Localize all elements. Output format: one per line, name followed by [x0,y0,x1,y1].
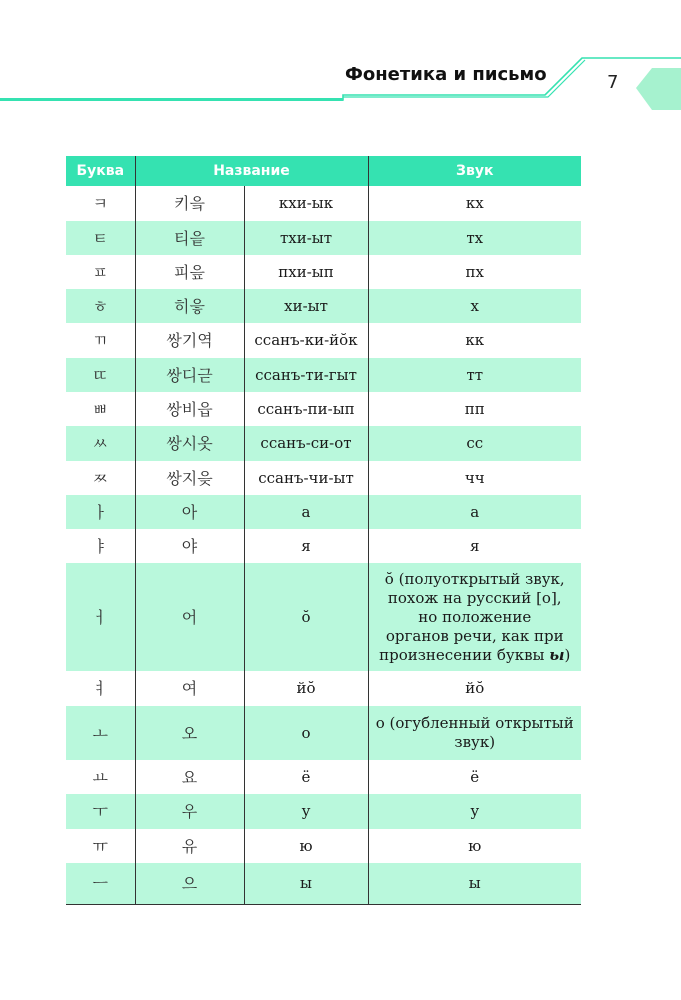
table-row [66,529,581,563]
hangul-name-cell: 유 [135,829,244,863]
table-row [66,221,581,255]
letter-cell: ㅛ [92,767,108,787]
sound-cell [368,563,581,671]
russian-name-cell: кхи-ык [244,186,368,221]
russian-name-cell: ю [244,829,368,863]
header-rule-line [0,58,681,100]
sound-cell: тх [368,221,581,255]
sound-cell: ё [368,760,581,794]
sound-cell: кк [368,323,581,358]
sound-line-emphasis: ы [549,645,565,664]
hangul-name-cell: 피읖 [135,255,244,289]
letter-cell: ㅕ [92,679,108,698]
section-title: Фонетика и письмо [345,64,547,85]
sound-cell: а [368,495,581,529]
russian-name-cell: а [244,495,368,529]
letter-cell: ㄸ [66,358,135,392]
russian-name-cell: ссанъ-си-от [244,426,368,461]
sound-line: звук) [454,733,496,751]
hangul-name-cell: 야 [135,529,244,563]
sound-line-text: произнесении буквы [379,645,550,664]
table-row [66,186,581,221]
letter-cell: ㅃ [92,399,108,419]
table-row [66,495,581,529]
russian-name-cell: тхи-ыт [244,221,368,255]
hangul-name-cell: 오 [135,706,244,760]
table-row [66,392,581,426]
sound-cell: я [368,529,581,563]
hangul-name-cell: 으 [135,863,244,904]
sound-cell: ы [368,863,581,904]
sound-cell: пх [368,255,581,289]
alphabet-table [66,156,581,905]
russian-name-cell: ссанъ-пи-ып [244,392,368,426]
table-row [66,255,581,289]
sound-line: похож на русский [о], [387,588,562,607]
sound-cell: чч [368,461,581,495]
hangul-name-cell: 키읔 [135,186,244,221]
letter-cell: ㅉ [92,468,108,488]
hangul-name-cell: 요 [135,760,244,794]
table-header-row [66,156,581,186]
hangul-name-cell: 우 [135,794,244,829]
hangul-name-cell: 히읗 [135,289,244,323]
russian-name-cell: у [244,794,368,829]
sound-cell: тт [368,358,581,392]
table-row [66,671,581,706]
sound-line-suffix: ) [564,645,571,664]
hangul-name-cell: 쌍지읒 [135,461,244,495]
letter-cell: ㅌ [66,221,135,255]
header-rule-thick [0,98,343,101]
letter-cell: ㅏ [66,495,135,529]
table-row [66,563,581,671]
hangul-name-cell: 쌍비읍 [135,392,244,426]
hangul-name-cell: 쌍기역 [135,323,244,358]
russian-name-cell: о [244,706,368,760]
sound-cell: ю [368,829,581,863]
sound-line: о (огубленный открытый [375,714,574,732]
table-row [66,426,581,461]
column-header-name: Название [135,156,368,186]
russian-name-cell: ŏ [244,563,368,671]
russian-name-cell: ы [244,863,368,904]
hangul-name-cell: 아 [135,495,244,529]
hangul-name-cell: 티읕 [135,221,244,255]
letter-cell: ㅎ [66,289,135,323]
table-row [66,461,581,495]
column-header-sound: Звук [368,156,581,186]
letter-cell: ㅜ [66,794,135,829]
table-row [66,358,581,392]
hangul-name-cell: 여 [135,671,244,706]
table-row [66,829,581,863]
sound-cell: пп [368,392,581,426]
table-row [66,760,581,794]
letter-cell: ㅆ [66,426,135,461]
sound-cell: сс [368,426,581,461]
table-row [66,706,581,760]
russian-name-cell: ссанъ-чи-ыт [244,461,368,495]
letter-cell: ㅠ [92,836,108,856]
russian-name-cell: хи-ыт [244,289,368,323]
sound-cell: кх [368,186,581,221]
header-tab-shape [636,68,681,110]
letter-cell: ㅡ [66,863,135,904]
hangul-name-cell: 어 [135,563,244,671]
sound-cell [368,706,581,760]
russian-name-cell: ссанъ-ти-гыт [244,358,368,392]
sound-line: ŏ (полуоткрытый звук, [384,569,565,588]
letter-cell: ㅍ [92,262,108,282]
russian-name-cell: ё [244,760,368,794]
sound-cell: йŏ [368,671,581,706]
letter-cell: ㄲ [92,331,108,350]
letter-cell: ㅗ [66,706,135,760]
hangul-name-cell: 쌍디귿 [135,358,244,392]
page-number: 7 [607,72,619,93]
hangul-name-cell: 쌍시옷 [135,426,244,461]
russian-name-cell: ссанъ-ки-йŏк [244,323,368,358]
table-row [66,863,581,904]
russian-name-cell: я [244,529,368,563]
letter-cell: ㅋ [92,194,108,213]
table-row [66,323,581,358]
column-header-letter: Буква [66,156,135,186]
letter-cell: ㅓ [66,563,135,671]
russian-name-cell: йŏ [244,671,368,706]
letter-cell: ㅑ [92,536,108,556]
sound-cell: у [368,794,581,829]
sound-line: но положение [418,607,532,626]
table-row [66,794,581,829]
sound-line: органов речи, как при [385,626,564,645]
sound-cell: х [368,289,581,323]
russian-name-cell: пхи-ып [244,255,368,289]
header-decoration [0,0,681,130]
table-row [66,289,581,323]
sound-line [373,646,578,665]
